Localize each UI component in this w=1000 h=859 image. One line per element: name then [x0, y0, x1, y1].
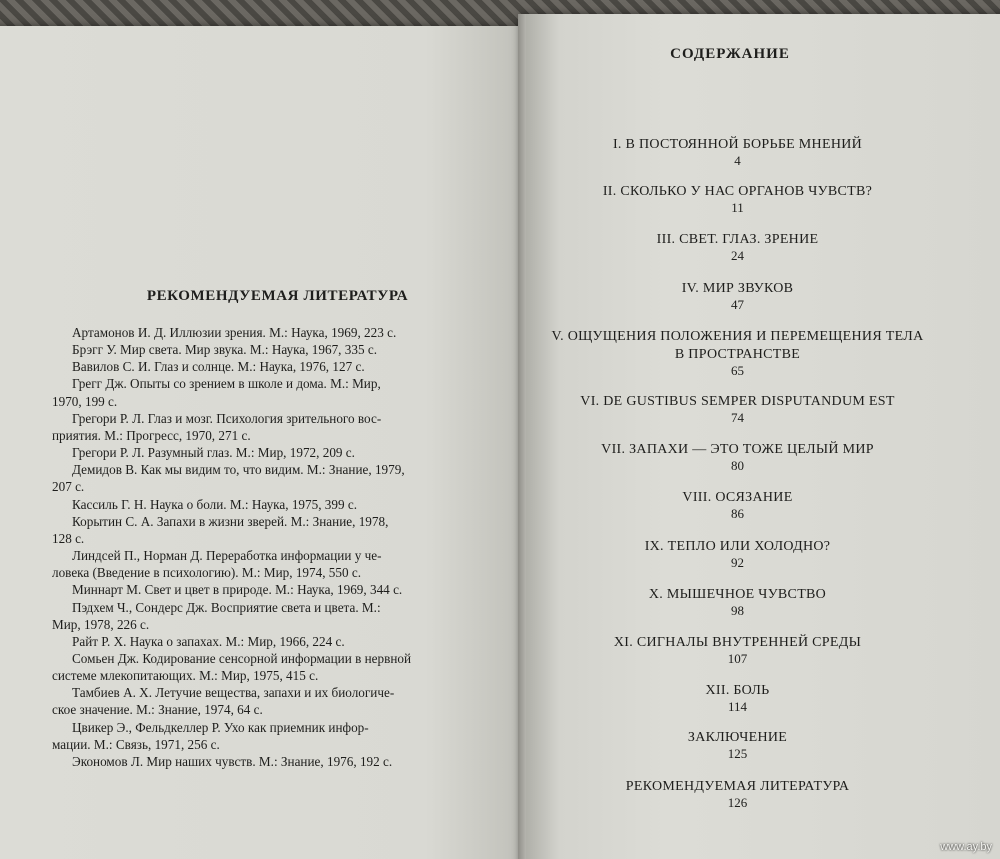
toc-item — [545, 538, 930, 569]
entry-line: Миннарт М. Свет и цвет в природе. М.: Наука, 1969, 344 с. — [72, 582, 403, 598]
toc-item — [545, 280, 930, 311]
bibliography-entry — [52, 753, 512, 770]
bibliography-entry — [52, 684, 512, 718]
entry-continuation: ское значение. М.: Знание, 1974, 64 с. — [52, 702, 263, 718]
toc-chapter-title: IV. МИР ЗВУКОВ — [681, 281, 794, 296]
toc-page-number: 86 — [731, 506, 744, 521]
toc-page-number: 65 — [731, 363, 744, 378]
bibliography-entry — [52, 444, 512, 461]
toc-chapter-title: ЗАКЛЮЧЕНИЕ — [687, 730, 788, 745]
bibliography-heading: РЕКОМЕНДУЕМАЯ ЛИТЕРАТУРА — [146, 288, 409, 304]
bibliography-entry — [52, 581, 512, 598]
entry-line: Кассиль Г. Н. Наука о боли. М.: Наука, 1975, 399 с. — [72, 496, 358, 512]
bibliography-entry — [52, 410, 512, 444]
contents-heading: СОДЕРЖАНИЕ — [670, 46, 790, 62]
toc-page-number: 126 — [727, 795, 748, 810]
bibliography-entry — [52, 324, 512, 341]
entry-continuation: 207 с. — [52, 479, 85, 495]
entry-continuation: Мир, 1978, 226 с. — [52, 616, 150, 632]
book-gutter — [518, 14, 526, 859]
toc-item — [545, 634, 930, 665]
entry-continuation: 1970, 199 с. — [52, 393, 118, 409]
toc-page-number: 80 — [731, 458, 744, 473]
entry-continuation: приятия. М.: Прогресс, 1970, 271 с. — [52, 427, 251, 443]
toc-chapter-title: I. В ПОСТОЯННОЙ БОРЬБЕ МНЕНИЙ — [612, 137, 863, 152]
toc-chapter-title: XII. БОЛЬ — [705, 683, 770, 698]
entry-line: Экономов Л. Мир наших чувств. М.: Знание, 1976, 192 с. — [72, 753, 393, 769]
bibliography-entry — [52, 358, 512, 375]
toc-page-number: 125 — [727, 746, 748, 761]
toc-page-number: 47 — [731, 297, 744, 312]
toc-item — [545, 682, 930, 713]
toc-item — [545, 183, 930, 214]
bibliography-entry — [52, 633, 512, 650]
toc-item — [545, 393, 930, 424]
toc-chapter-title: V. ОЩУЩЕНИЯ ПОЛОЖЕНИЯ И ПЕРЕМЕЩЕНИЯ ТЕЛА — [551, 329, 924, 344]
toc-chapter-title: РЕКОМЕНДУЕМАЯ ЛИТЕРАТУРА — [625, 779, 850, 794]
entry-line: Линдсей П., Норман Д. Переработка информации у че- — [72, 548, 382, 564]
entry-line: Брэгг У. Мир света. Мир звука. М.: Наука, 1967, 335 с. — [72, 342, 377, 358]
watermark: www.ay.by — [940, 841, 992, 853]
entry-continuation: мации. М.: Связь, 1971, 256 с. — [52, 736, 220, 752]
toc-item — [545, 489, 930, 520]
bibliography-entry — [52, 341, 512, 358]
toc-chapter-title: VI. DE GUSTIBUS SEMPER DISPUTANDUM EST — [580, 394, 895, 409]
toc-page-number: 98 — [731, 603, 744, 618]
toc-page-number: 107 — [727, 651, 748, 666]
toc-page-number: 24 — [731, 248, 744, 263]
bibliography-entry — [52, 650, 512, 684]
toc-item — [545, 778, 930, 809]
toc-chapter-title: IX. ТЕПЛО ИЛИ ХОЛОДНО? — [644, 539, 831, 554]
bibliography-entry — [52, 719, 512, 753]
bibliography-entry — [52, 496, 512, 513]
entry-continuation: системе млекопитающих. М.: Мир, 1975, 415 с. — [52, 668, 319, 684]
bibliography-entry — [52, 513, 512, 547]
toc-chapter-title: VIII. ОСЯЗАНИЕ — [682, 490, 793, 505]
entry-line: Цвикер Э., Фельдкеллер Р. Ухо как приемник инфор- — [72, 719, 369, 735]
toc-item — [545, 328, 930, 377]
toc-item — [545, 441, 930, 472]
entry-line: Тамбиев А. Х. Летучие вещества, запахи и их биологиче- — [72, 685, 395, 701]
entry-line: Вавилов С. И. Глаз и солнце. М.: Наука, 1976, 127 с. — [72, 359, 365, 375]
toc-chapter-title: III. СВЕТ. ГЛАЗ. ЗРЕНИЕ — [656, 232, 819, 247]
entry-line: Демидов В. Как мы видим то, что видим. М.: Знание, 1979, — [72, 462, 405, 478]
entry-line: Сомьен Дж. Кодирование сенсорной информации в нервной — [72, 650, 412, 666]
bibliography-entry — [52, 547, 512, 581]
toc-page-number: 92 — [731, 555, 744, 570]
bibliography-entry — [52, 375, 512, 409]
entry-line: Артамонов И. Д. Иллюзии зрения. М.: Наука, 1969, 223 с. — [72, 325, 397, 340]
toc-chapter-title: XI. СИГНАЛЫ ВНУТРЕННЕЙ СРЕДЫ — [613, 635, 862, 650]
toc-item — [545, 586, 930, 617]
entry-line: Грегори Р. Л. Глаз и мозг. Психология зрительного вос- — [72, 410, 382, 426]
toc-item — [545, 231, 930, 262]
entry-line: Райт Р. Х. Наука о запахах. М.: Мир, 1966, 224 с. — [72, 633, 345, 649]
toc-page-number: 4 — [734, 153, 741, 168]
bibliography-entry — [52, 461, 512, 495]
toc-item — [545, 136, 930, 167]
toc-chapter-title: II. СКОЛЬКО У НАС ОРГАНОВ ЧУВСТВ? — [602, 184, 873, 199]
toc-page-number: 11 — [731, 200, 744, 215]
toc-chapter-title-continuation: В ПРОСТРАНСТВЕ — [674, 347, 801, 362]
toc-chapter-title: X. МЫШЕЧНОЕ ЧУВСТВО — [648, 587, 827, 602]
bibliography-list — [52, 324, 512, 770]
toc-page-number: 114 — [727, 699, 748, 714]
entry-continuation: 128 с. — [52, 530, 85, 546]
entry-line: Грегг Дж. Опыты со зрением в школе и дома. М.: Мир, — [72, 376, 381, 392]
bibliography-entry — [52, 599, 512, 633]
toc-chapter-title: VII. ЗАПАХИ — ЭТО ТОЖЕ ЦЕЛЫЙ МИР — [601, 442, 874, 457]
toc-item — [545, 729, 930, 760]
entry-line: Грегори Р. Л. Разумный глаз. М.: Мир, 1972, 209 с. — [72, 445, 355, 461]
entry-continuation: ловека (Введение в психологию). М.: Мир, 1974, 550 с. — [52, 565, 362, 581]
entry-line: Корытин С. А. Запахи в жизни зверей. М.: Знание, 1978, — [72, 513, 389, 529]
toc-page-number: 74 — [731, 410, 744, 425]
entry-line: Пэдхем Ч., Сондерс Дж. Восприятие света и цвета. М.: — [72, 599, 381, 615]
